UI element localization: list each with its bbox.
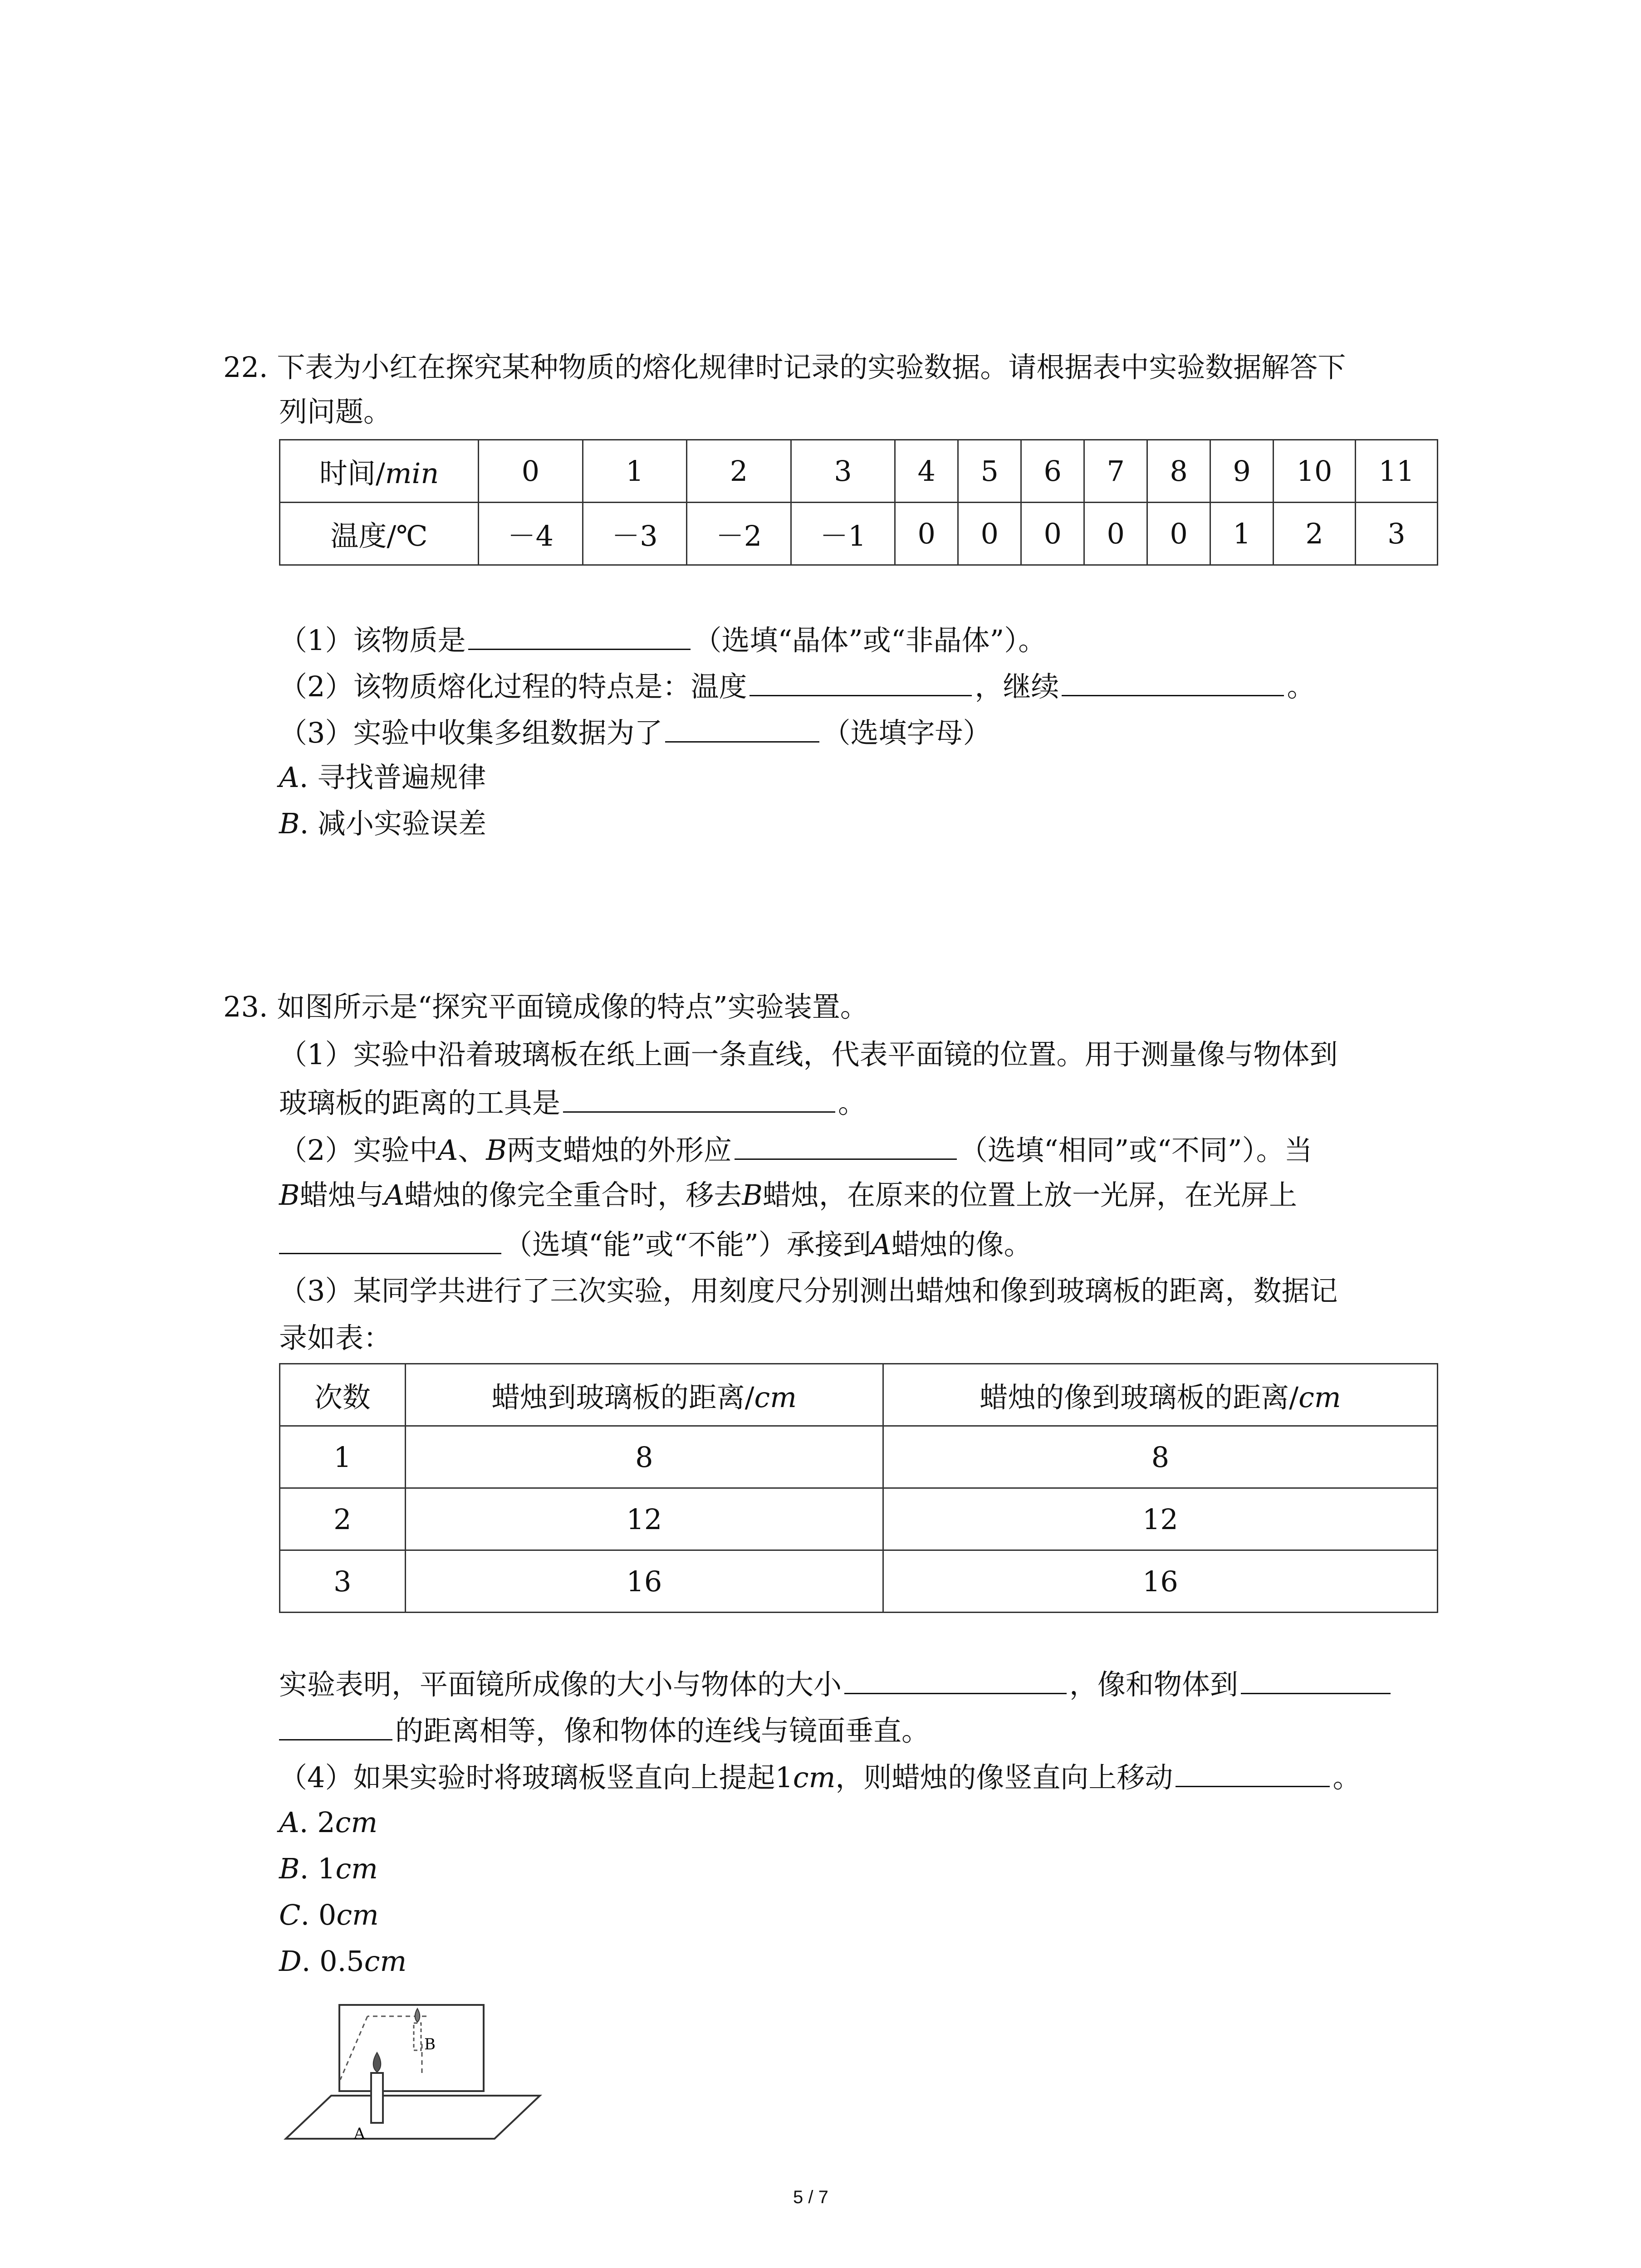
answer-blank[interactable] [468,621,691,650]
q23-data-table [279,1363,1438,1613]
q23-conclusion-line1: 实验表明，平面镜所成像的大小与物体的大小 ，像和物体到 [279,1665,1393,1703]
q23-sub1-line2: 玻璃板的距离的工具是 。 [279,1083,866,1121]
q23-conclusion-line2: 的距离相等，像和物体的连线与镜面垂直。 [279,1711,930,1749]
answer-blank[interactable] [749,667,972,696]
q23-sub4: （4）如果实验时将玻璃板竖直向上提起1cm，则蜡烛的像竖直向上移动 。 [279,1758,1361,1796]
answer-blank[interactable] [563,1083,835,1113]
q22-stem-line1: 22. 下表为小红在探究某种物质的熔化规律时记录的实验数据。请根据表中实验数据解答下 [223,351,1346,384]
q23-option-a: A. 2cm [279,1806,378,1839]
q23-sub2-line1: （2）实验中A、B两支蜡烛的外形应 （选填“相同”或“不同”）。当 [279,1130,1313,1168]
q23-sub1-line1: （1）实验中沿着玻璃板在纸上画一条直线，代表平面镜的位置。用于测量像与物体到 [279,1038,1338,1071]
answer-blank[interactable] [1062,667,1284,696]
q22-sub2: （2）该物质熔化过程的特点是：温度 ，继续 。 [279,667,1315,705]
answer-blank[interactable] [844,1665,1067,1694]
figure-label-a: A [354,2125,365,2143]
q22-sub1: （1）该物质是 （选填“晶体”或“非晶体”）。 [279,621,1046,659]
figure-label-b: B [424,2035,436,2053]
q22-data-table: 时间/min 0 1 2 3 4 5 6 7 8 9 10 11 温度/℃ －4 －3 －2 －1 0 0 0 0 0 1 2 3 [279,439,1438,566]
q22-stem-line2: 列问题。 [279,395,392,428]
answer-blank[interactable] [1241,1665,1391,1694]
q22-option-b: B. 减小实验误差 [279,807,486,840]
q23-sub3-line2: 录如表： [279,1321,392,1354]
q23-option-b: B. 1cm [279,1852,378,1885]
answer-blank[interactable] [735,1130,957,1160]
q23-sub3-line1: （3）某同学共进行了三次实验，用刻度尺分别测出蜡烛和像到玻璃板的距离，数据记 [279,1274,1338,1307]
answer-blank[interactable] [665,713,819,743]
q23-sub2-line3: （选填“能”或“不能”）承接到A蜡烛的像。 [279,1225,1032,1263]
page-number: 5 / 7 [793,2187,828,2207]
q23-number: 23. [223,990,268,1023]
q23-option-d: D. 0.5cm [279,1945,407,1978]
mirror-experiment-figure [272,1996,554,2150]
q22-option-a: A. 寻找普遍规律 [279,761,486,794]
table-header-image-distance: 蜡烛的像到玻璃板的距离/cm [883,1364,1437,1426]
q22-number: 22. [223,351,268,384]
table-row: 1 8 8 [280,1426,1438,1488]
q23-stem: 23. 如图所示是“探究平面镜成像的特点”实验装置。 [223,990,868,1023]
q23-sub2-line2: B蜡烛与A蜡烛的像完全重合时，移去B蜡烛，在原来的位置上放一光屏，在光屏上 [279,1178,1297,1212]
table-header-temperature: 温度/℃ [280,503,479,565]
answer-blank[interactable] [1176,1758,1330,1787]
table-row: 3 16 16 [280,1550,1438,1613]
q22-sub3: （3）实验中收集多组数据为了 （选填字母） [279,713,991,751]
table-row: 2 12 12 [280,1488,1438,1550]
table-header-candle-distance: 蜡烛到玻璃板的距离/cm [405,1364,883,1426]
q23-option-c: C. 0cm [279,1898,379,1931]
table-header-time: 时间/min [280,440,479,503]
answer-blank[interactable] [279,1711,392,1740]
answer-blank[interactable] [279,1225,501,1254]
table-header-trial: 次数 [280,1364,406,1426]
